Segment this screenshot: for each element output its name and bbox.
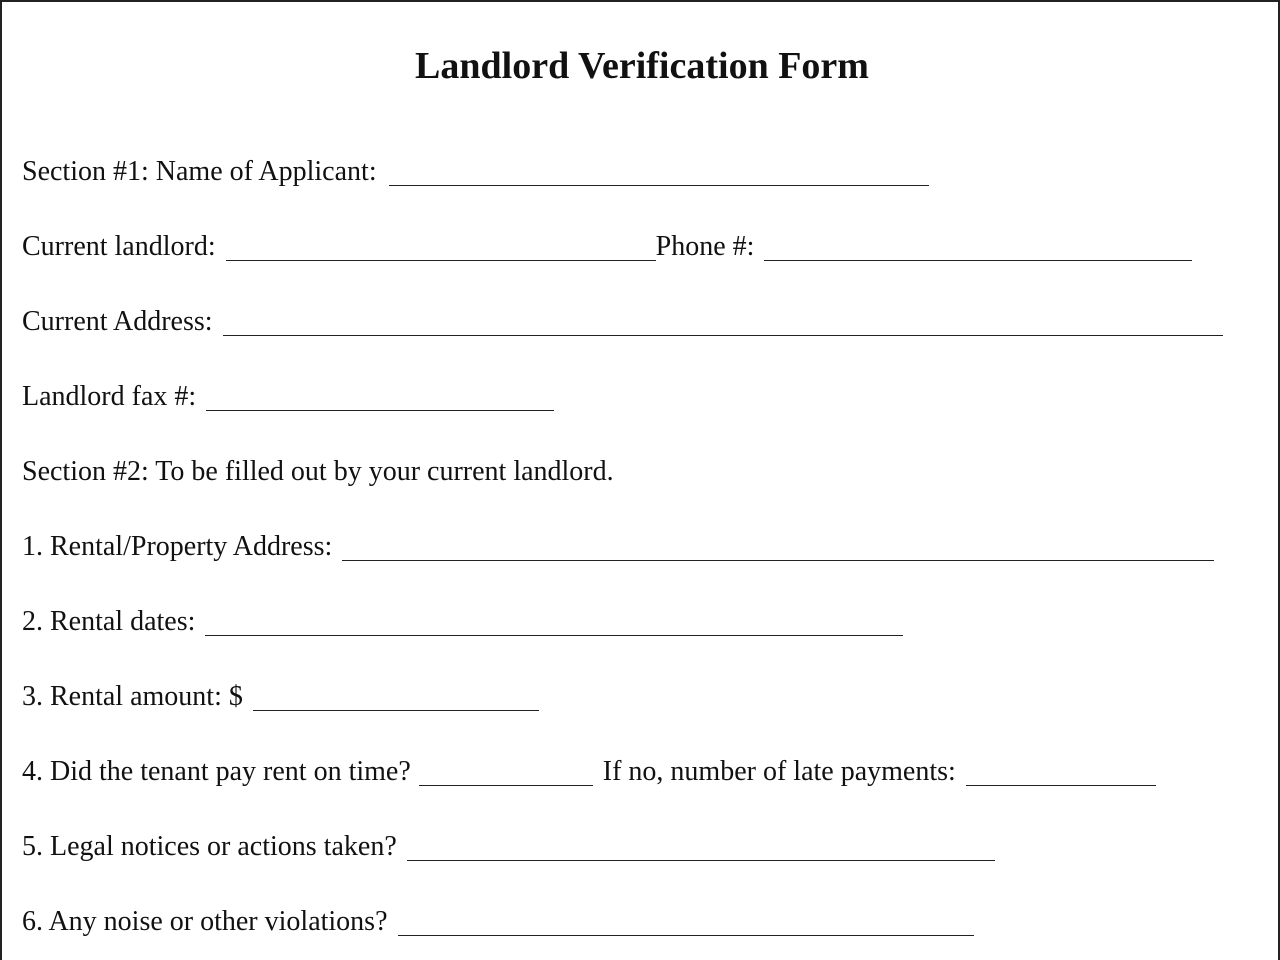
phone-field[interactable] (764, 234, 1192, 261)
legal-notices-row (22, 827, 995, 863)
pay-on-time-row (22, 752, 1156, 788)
current-address-label: Current Address: (22, 306, 213, 337)
rental-amount-field[interactable] (253, 684, 539, 711)
section2-heading-row (22, 452, 614, 488)
pay-on-time-label: 4. Did the tenant pay rent on time? (22, 756, 411, 787)
landlord-fax-field[interactable] (206, 384, 554, 411)
current-landlord-field[interactable] (226, 234, 656, 261)
current-address-row (22, 302, 1223, 338)
current-landlord-row (22, 227, 1192, 263)
applicant-name-label: Section #1: Name of Applicant: (22, 156, 377, 187)
rental-dates-label: 2. Rental dates: (22, 606, 196, 637)
landlord-fax-label: Landlord fax #: (22, 381, 197, 412)
legal-notices-field[interactable] (407, 834, 995, 861)
legal-notices-label: 5. Legal notices or actions taken? (22, 831, 397, 862)
section2-heading: Section #2: To be filled out by your current landlord. (22, 456, 614, 487)
rental-amount-label: 3. Rental amount: $ (22, 681, 243, 712)
rental-amount-row (22, 677, 539, 713)
applicant-name-row (22, 152, 929, 188)
rental-address-row (22, 527, 1214, 563)
violations-field[interactable] (398, 909, 974, 936)
rental-address-field[interactable] (342, 534, 1214, 561)
rental-dates-row (22, 602, 903, 638)
rental-address-label: 1. Rental/Property Address: (22, 531, 333, 562)
landlord-fax-row (22, 377, 554, 413)
form-title: Landlord Verification Form (415, 45, 869, 87)
pay-on-time-field[interactable] (419, 759, 593, 786)
applicant-name-field[interactable] (389, 159, 929, 186)
rental-dates-field[interactable] (205, 609, 903, 636)
late-payments-field[interactable] (966, 759, 1156, 786)
phone-label: Phone #: (655, 231, 755, 262)
violations-label: 6. Any noise or other violations? (22, 906, 388, 937)
violations-row (22, 902, 974, 938)
current-landlord-label: Current landlord: (22, 231, 216, 262)
current-address-field[interactable] (223, 309, 1223, 336)
late-payments-label: If no, number of late payments: (602, 756, 956, 787)
